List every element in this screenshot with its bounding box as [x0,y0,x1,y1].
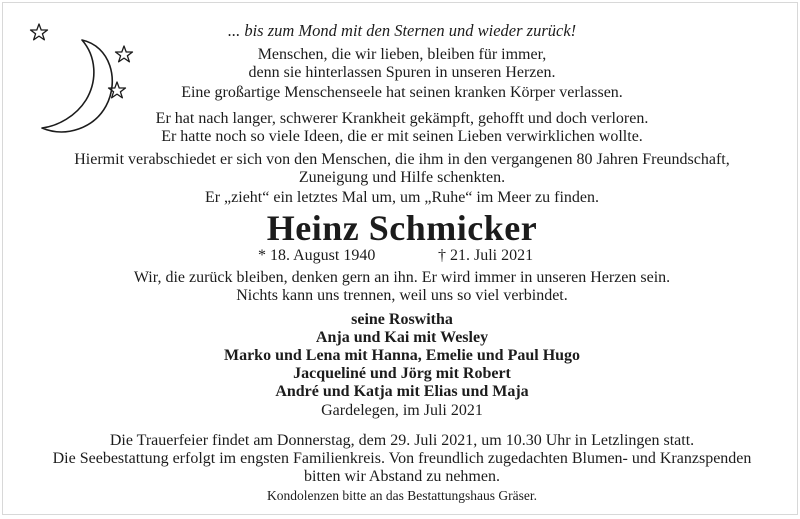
deceased-name: Heinz Schmicker [266,208,538,248]
remembrance-text [2,269,800,305]
intro-line: Hiermit verabschiedet er sich von den Menschen, die ihm in den vergangenen 80 Jahren Freundschaft, [74,151,730,168]
intro-line: Zuneigung und Hilfe schenkten. [298,169,506,186]
family-member: Marko und Lena mit Hanna, Emelie und Paul Hugo [223,347,581,364]
death-date: † 21. Juli 2021 [438,247,534,264]
tagline-text: ... bis zum Mond mit den Sternen und wieder zurück! [227,21,577,40]
place-and-date [2,402,800,420]
funeral-line: bitten wir Abstand zu nehmen. [304,468,500,485]
funeral-line: Die Trauerfeier findet am Donnerstag, dem 29. Juli 2021, um 10.30 Uhr in Letzlingen statt. [109,432,695,449]
intro-paragraph [2,151,800,187]
remembrance-line: Wir, die zurück bleiben, denken gern an ihn. Er wird immer in unseren Herzen sein. [133,269,671,286]
deceased-name-block [2,209,800,247]
intro-paragraph [2,84,800,102]
family-member: Anja und Kai mit Wesley [315,329,489,346]
condolences [2,488,800,504]
intro-line: denn sie hinterlassen Spuren in unseren Herzen. [248,64,556,81]
intro-line: Er „zieht“ ein letztes Mal um, um „Ruhe“ im Meer zu finden. [204,189,600,206]
family-member: seine Roswitha [351,311,453,328]
condolences-text: Kondolenzen bitte an das Bestattungshaus Gräser. [267,488,537,503]
tagline [2,22,800,40]
funeral-line: Die Seebestattung erfolgt im engsten Familienkreis. Von freundlich zugedachten Blumen- und Kranzspenden [52,450,752,467]
intro-paragraph [2,110,800,146]
intro-line: Er hatte noch so viele Ideen, die er mit seinen Lieben verwirklichen wollte. [161,128,643,145]
family-list [2,311,800,401]
intro-line: Eine großartige Menschenseele hat seinen kranken Körper verlassen. [181,84,623,101]
intro-line: Er hat nach langer, schwerer Krankheit gekämpft, gehofft und doch verloren. [155,110,649,127]
intro-paragraph [2,189,800,207]
intro-line: Menschen, die wir lieben, bleiben für immer, [257,46,547,63]
place-date-text: Gardelegen, im Juli 2021 [321,402,483,419]
obituary-notice [2,2,798,515]
family-member: Jacqueliné und Jörg mit Robert [293,365,511,382]
family-member: André und Katja mit Elias und Maja [275,383,529,400]
birth-date: * 18. August 1940 [258,247,376,264]
remembrance-line: Nichts kann uns trennen, weil uns so viel verbindet. [236,287,568,304]
funeral-info [2,432,800,486]
intro-verse [2,46,800,82]
